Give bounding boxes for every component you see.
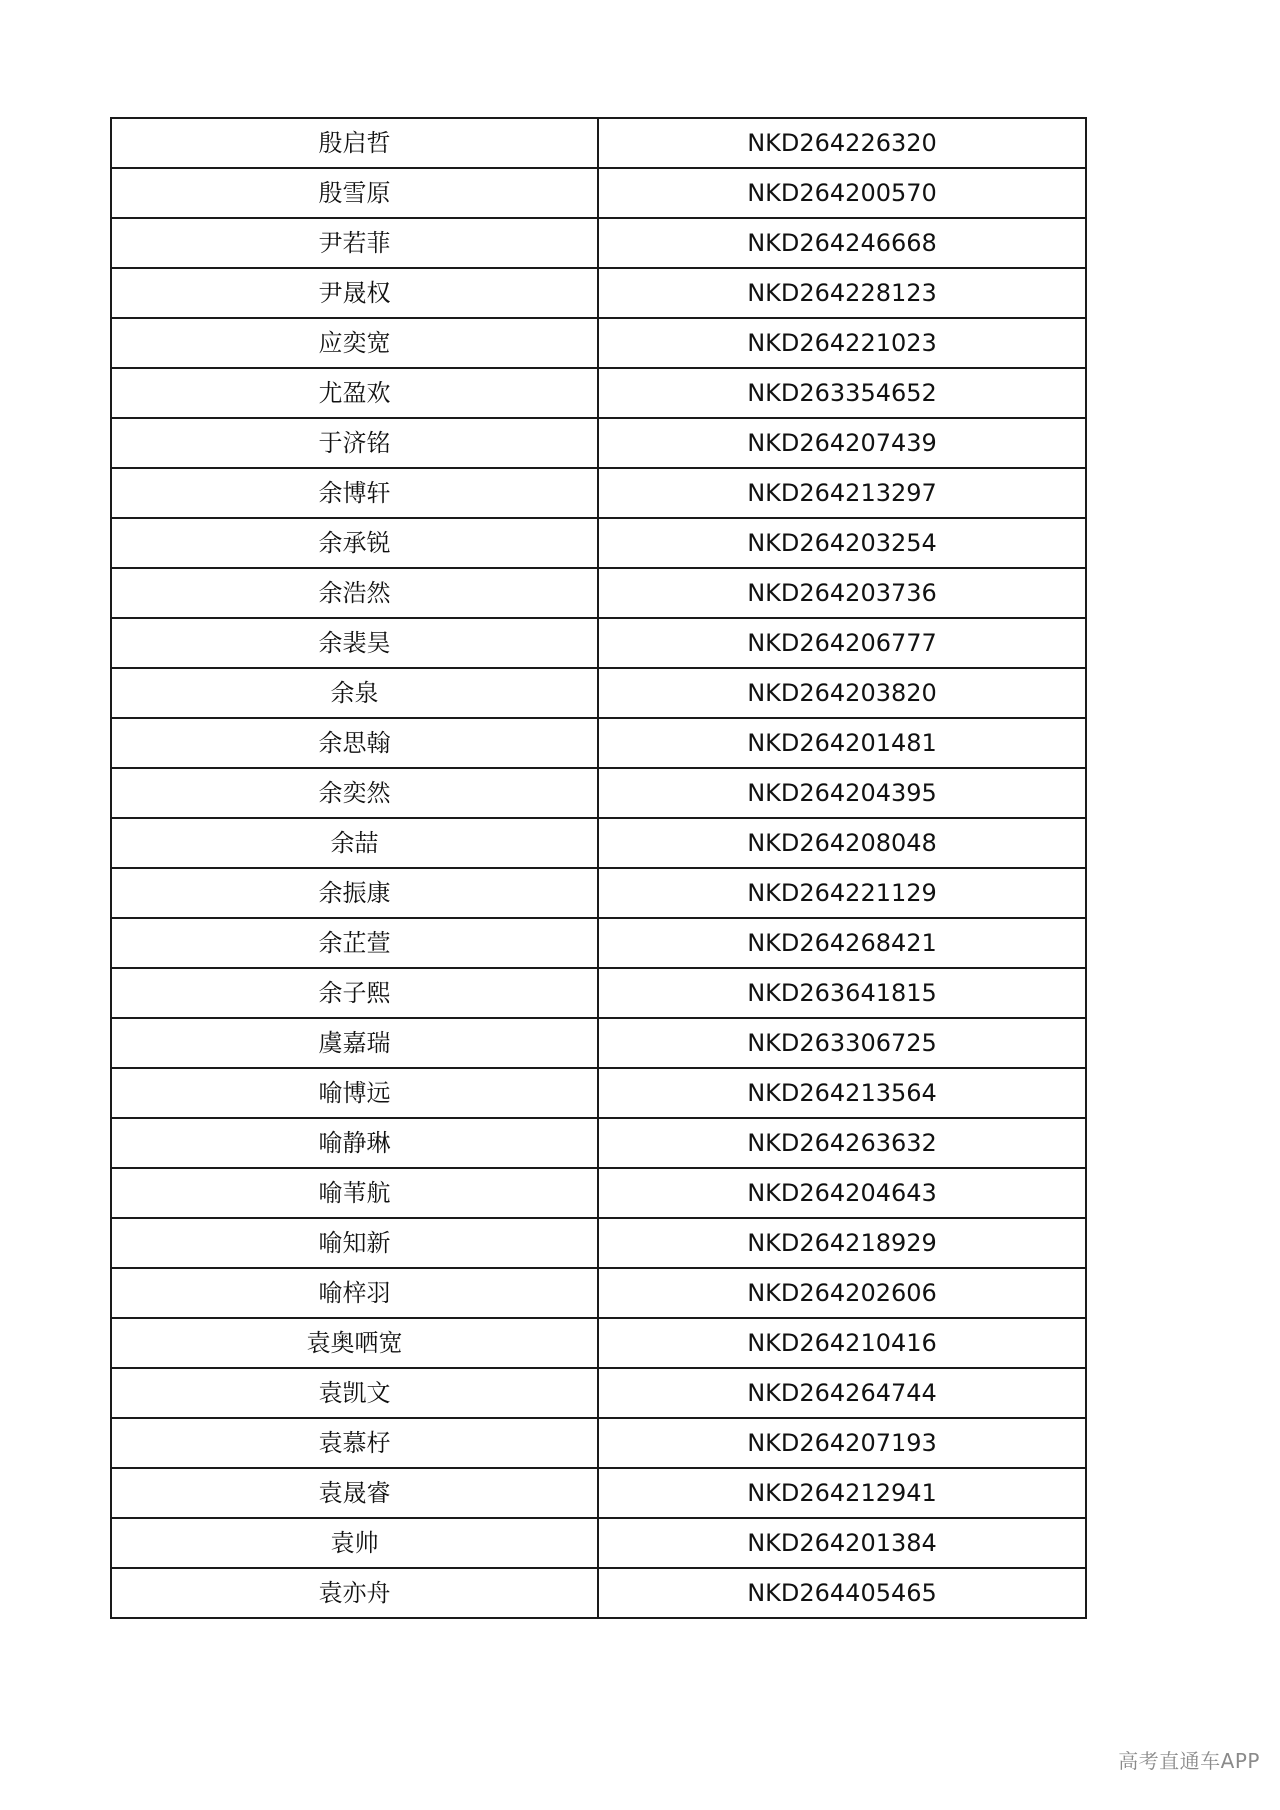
table-row xyxy=(111,218,1086,268)
table-row xyxy=(111,968,1086,1018)
student-name-cell: 余泉 xyxy=(111,668,598,718)
registration-id-cell: NKD264203254 xyxy=(598,518,1086,568)
registration-id-cell: NKD263306725 xyxy=(598,1018,1086,1068)
registration-id-cell: NKD264246668 xyxy=(598,218,1086,268)
table-row xyxy=(111,818,1086,868)
registration-id-cell: NKD264203820 xyxy=(598,668,1086,718)
registration-id-cell: NKD264203736 xyxy=(598,568,1086,618)
registration-id-cell: NKD264221023 xyxy=(598,318,1086,368)
registration-id-cell: NKD264228123 xyxy=(598,268,1086,318)
table-row xyxy=(111,1168,1086,1218)
roster-table-body xyxy=(111,118,1086,1618)
registration-id-cell: NKD264405465 xyxy=(598,1568,1086,1618)
student-name-cell: 尹若菲 xyxy=(111,218,598,268)
student-name-cell: 应奕宽 xyxy=(111,318,598,368)
table-row xyxy=(111,1318,1086,1368)
table-row xyxy=(111,1018,1086,1068)
student-name-cell: 喻苇航 xyxy=(111,1168,598,1218)
table-row xyxy=(111,868,1086,918)
student-name-cell: 袁帅 xyxy=(111,1518,598,1568)
table-row xyxy=(111,1118,1086,1168)
student-name-cell: 余博轩 xyxy=(111,468,598,518)
student-name-cell: 虞嘉瑞 xyxy=(111,1018,598,1068)
table-row xyxy=(111,268,1086,318)
watermark-label: 高考直通车APP xyxy=(1118,1749,1260,1773)
roster-table xyxy=(110,117,1087,1619)
table-row xyxy=(111,468,1086,518)
registration-id-cell: NKD264213297 xyxy=(598,468,1086,518)
student-name-cell: 殷启哲 xyxy=(111,118,598,168)
registration-id-cell: NKD264207193 xyxy=(598,1418,1086,1468)
table-row xyxy=(111,418,1086,468)
table-row xyxy=(111,118,1086,168)
registration-id-cell: NKD264226320 xyxy=(598,118,1086,168)
table-row xyxy=(111,368,1086,418)
student-name-cell: 袁奥哂宽 xyxy=(111,1318,598,1368)
table-row xyxy=(111,1268,1086,1318)
table-row xyxy=(111,318,1086,368)
registration-id-cell: NKD264208048 xyxy=(598,818,1086,868)
table-row xyxy=(111,1568,1086,1618)
table-row xyxy=(111,768,1086,818)
table-row xyxy=(111,1518,1086,1568)
registration-id-cell: NKD264206777 xyxy=(598,618,1086,668)
student-name-cell: 余承锐 xyxy=(111,518,598,568)
student-name-cell: 余子熙 xyxy=(111,968,598,1018)
student-name-cell: 喻梓羽 xyxy=(111,1268,598,1318)
registration-id-cell: NKD264201481 xyxy=(598,718,1086,768)
table-row xyxy=(111,1418,1086,1468)
table-row xyxy=(111,1218,1086,1268)
registration-id-cell: NKD264201384 xyxy=(598,1518,1086,1568)
student-name-cell: 喻知新 xyxy=(111,1218,598,1268)
registration-id-cell: NKD264264744 xyxy=(598,1368,1086,1418)
student-name-cell: 袁慕杍 xyxy=(111,1418,598,1468)
table-row xyxy=(111,618,1086,668)
table-row xyxy=(111,918,1086,968)
table-row xyxy=(111,568,1086,618)
student-name-cell: 余喆 xyxy=(111,818,598,868)
student-name-cell: 余振康 xyxy=(111,868,598,918)
registration-id-cell: NKD263641815 xyxy=(598,968,1086,1018)
student-name-cell: 喻静琳 xyxy=(111,1118,598,1168)
student-name-cell: 尹晟权 xyxy=(111,268,598,318)
registration-id-cell: NKD264212941 xyxy=(598,1468,1086,1518)
table-row xyxy=(111,668,1086,718)
registration-id-cell: NKD264268421 xyxy=(598,918,1086,968)
student-name-cell: 余思翰 xyxy=(111,718,598,768)
student-name-cell: 袁亦舟 xyxy=(111,1568,598,1618)
registration-id-cell: NKD264221129 xyxy=(598,868,1086,918)
student-name-cell: 尤盈欢 xyxy=(111,368,598,418)
registration-id-cell: NKD264210416 xyxy=(598,1318,1086,1368)
table-row xyxy=(111,518,1086,568)
registration-id-cell: NKD264207439 xyxy=(598,418,1086,468)
student-name-cell: 殷雪原 xyxy=(111,168,598,218)
registration-id-cell: NKD263354652 xyxy=(598,368,1086,418)
table-row xyxy=(111,1468,1086,1518)
registration-id-cell: NKD264204395 xyxy=(598,768,1086,818)
student-name-cell: 袁凯文 xyxy=(111,1368,598,1418)
table-row xyxy=(111,1068,1086,1118)
registration-id-cell: NKD264213564 xyxy=(598,1068,1086,1118)
table-row xyxy=(111,1368,1086,1418)
table-row xyxy=(111,168,1086,218)
registration-id-cell: NKD264202606 xyxy=(598,1268,1086,1318)
student-name-cell: 喻博远 xyxy=(111,1068,598,1118)
student-name-cell: 余奕然 xyxy=(111,768,598,818)
registration-id-cell: NKD264200570 xyxy=(598,168,1086,218)
student-name-cell: 于济铭 xyxy=(111,418,598,468)
registration-id-cell: NKD264263632 xyxy=(598,1118,1086,1168)
student-name-cell: 余裴昊 xyxy=(111,618,598,668)
table-row xyxy=(111,718,1086,768)
student-name-cell: 袁晟睿 xyxy=(111,1468,598,1518)
student-name-cell: 余浩然 xyxy=(111,568,598,618)
registration-id-cell: NKD264204643 xyxy=(598,1168,1086,1218)
student-name-cell: 余芷萱 xyxy=(111,918,598,968)
registration-id-cell: NKD264218929 xyxy=(598,1218,1086,1268)
